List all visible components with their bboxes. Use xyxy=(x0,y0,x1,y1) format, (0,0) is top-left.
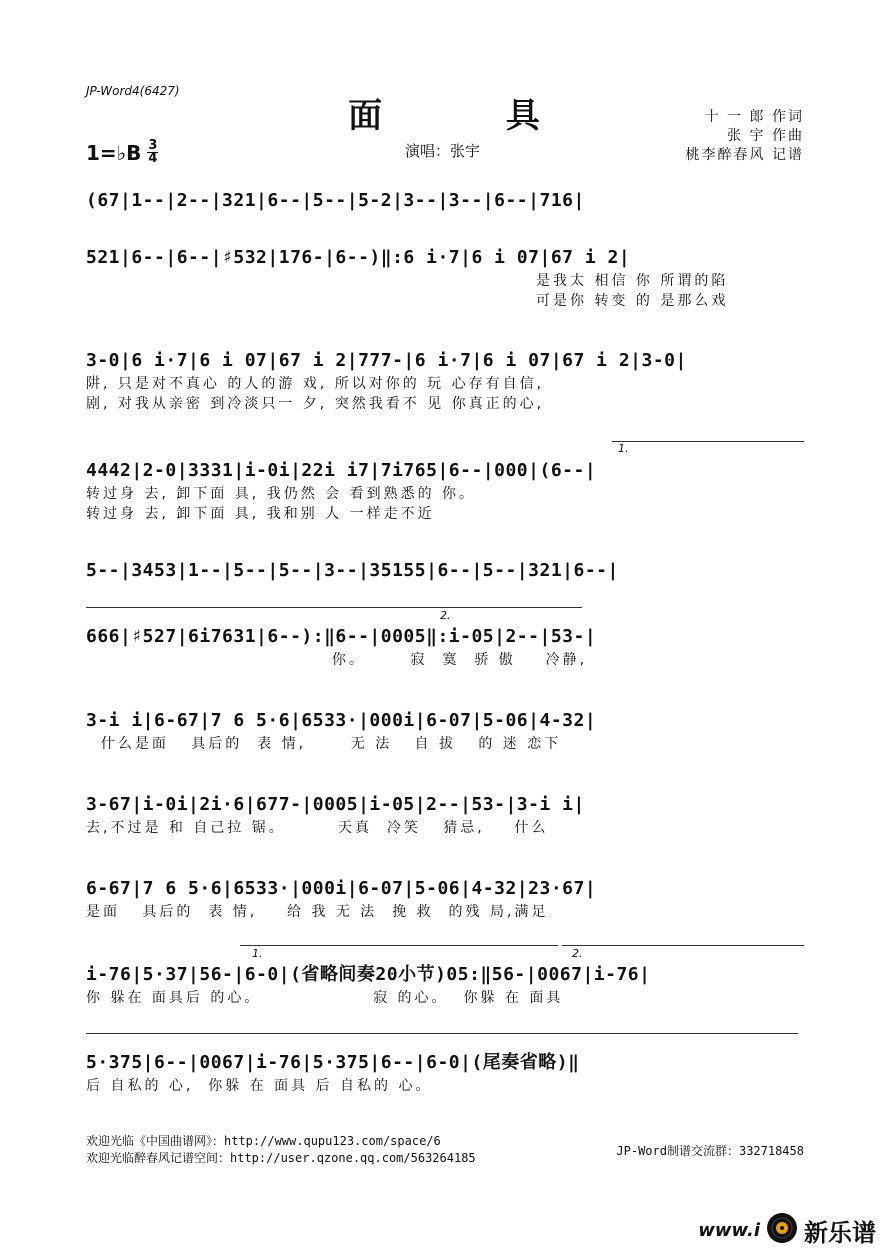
watermark-name: 新乐谱 xyxy=(804,1218,876,1247)
notes-line: 666|♯527|6i7631|6--):‖6--|0005‖:i-05|2--|53-| xyxy=(86,626,597,647)
lyric-verse-1: 是我太 相信 你 所谓的陷 xyxy=(536,273,729,289)
vinyl-record-icon xyxy=(766,1212,798,1248)
lyric-verse-1: 什么是面 具后的 表 情, 无 法 自 拔 的 迷 恋下 xyxy=(86,736,562,752)
lyric-verse-2: 剧, 对我从亲密 到冷淡只一 夕, 突然我看不 见 你真正的心, xyxy=(86,396,545,412)
notes-line: i-76|5·37|56-|6-0|(省略间奏20小节)05:‖56-|0067|i-76| xyxy=(86,964,651,985)
volta-bracket-3 xyxy=(240,945,558,946)
watermark xyxy=(698,1212,876,1248)
notes-line: 6-67|7 6 5·6|6533·|000i|6-07|5-06|4-32|23·67| xyxy=(86,878,597,899)
score-system xyxy=(86,558,806,584)
lyric-verse-1: 阱, 只是对不真心 的人的游 戏, 所以对你的 玩 心存有自信, xyxy=(86,376,545,392)
notes-line: 3-i i|6-67|7 6 5·6|6533·|000i|6-07|5-06|4-32| xyxy=(86,710,597,731)
lyric-verse-1: 转过身 去, 卸下面 具, 我仍然 会 看到熟悉的 你。 xyxy=(86,486,477,502)
notes-line: 3-0|6 i·7|6 i 07|67 i 2|777-|6 i·7|6 i 07|67 i 2|3-0| xyxy=(86,350,687,371)
score-system xyxy=(86,792,806,838)
time-bottom: 4 xyxy=(148,151,158,166)
volta-label: 1. xyxy=(618,442,629,455)
lyric-verse-1: 去,不过是 和 自己拉 锯。 天真 冷笑 猜忌, 什么 xyxy=(86,820,549,836)
lyric-verse-1: 是面 具后的 表 情, 给 我 无 法 挽 救 的残 局,满足 xyxy=(86,904,549,920)
time-signature xyxy=(147,140,158,165)
singer-credit: 演唱：张宇 xyxy=(405,142,481,160)
score-system xyxy=(86,1050,806,1096)
notes-line: 5·375|6--|0067|i-76|5·375|6--|6-0|(尾奏省略)‖ xyxy=(86,1052,580,1073)
score-system xyxy=(86,708,806,754)
score-system xyxy=(86,245,806,311)
software-label: JP-Word4(6427) xyxy=(86,84,180,98)
transcriber-credit: 桃李醉春风 记谱 xyxy=(685,147,804,163)
notes-line: (67|1--|2--|321|6--|5--|5-2|3--|3--|6--|716| xyxy=(86,190,585,211)
volta-label: 1. xyxy=(252,947,263,960)
key-label: 1=♭B xyxy=(86,140,142,165)
footer-group: JP-Word制谱交流群：332718458 xyxy=(616,1144,804,1158)
score-system xyxy=(86,188,806,214)
time-top: 3 xyxy=(148,138,158,153)
volta-bracket-4 xyxy=(562,945,804,946)
notes-line: 521|6--|6--|♯532|176-|6--)‖:6 i·7|6 i 07|67 i 2| xyxy=(86,247,631,268)
volta-bracket-1 xyxy=(612,441,804,442)
volta-label: 2. xyxy=(440,609,451,622)
lyric-verse-1: 你 躲在 面具后 的心。 寂 的心。 你躲 在 面具 xyxy=(86,990,564,1006)
credits xyxy=(686,108,804,165)
notes-line: 5--|3453|1--|5--|5--|3--|35155|6--|5--|321|6--| xyxy=(86,560,619,581)
footer-links xyxy=(86,1133,476,1167)
lyric-verse-2: 转过身 去, 卸下面 具, 我和别 人 一样走不近 xyxy=(86,506,435,522)
score-system xyxy=(86,458,806,524)
notes-line: 3-67|i-0i|2i·6|677-|0005|i-05|2--|53-|3-i i| xyxy=(86,794,585,815)
score-system xyxy=(86,876,806,922)
volta-bracket-3-extension xyxy=(86,1033,798,1034)
key-signature xyxy=(86,140,158,165)
score-system xyxy=(86,962,806,1008)
volta-label: 2. xyxy=(572,947,583,960)
song-title: 面 具 xyxy=(348,96,596,136)
lyric-verse-2: 可是你 转变 的 是那么戏 xyxy=(536,293,729,309)
lyric-verse-1: 你。 寂 寞 骄 傲 冷静, xyxy=(86,652,588,668)
lyricist-credit: 十 一 郎 作词 xyxy=(704,109,804,125)
footer-link-qzone: 欢迎光临醉春风记谱空间：http://user.qzone.qq.com/563264185 xyxy=(86,1151,476,1165)
notes-line: 4442|2-0|3331|i-0i|22i i7|7i765|6--|000|(6--| xyxy=(86,460,597,481)
watermark-url: www.i xyxy=(698,1219,760,1241)
footer-link-qupu: 欢迎光临《中国曲谱网》：http://www.qupu123.com/space/6 xyxy=(86,1134,441,1148)
volta-bracket-2 xyxy=(432,607,582,608)
score-system xyxy=(86,624,806,670)
score-system xyxy=(86,348,806,414)
lyric-verse-1: 后 自私的 心, 你躲 在 面具 后 自私的 心。 xyxy=(86,1078,433,1094)
composer-credit: 张 宇 作曲 xyxy=(727,128,804,144)
